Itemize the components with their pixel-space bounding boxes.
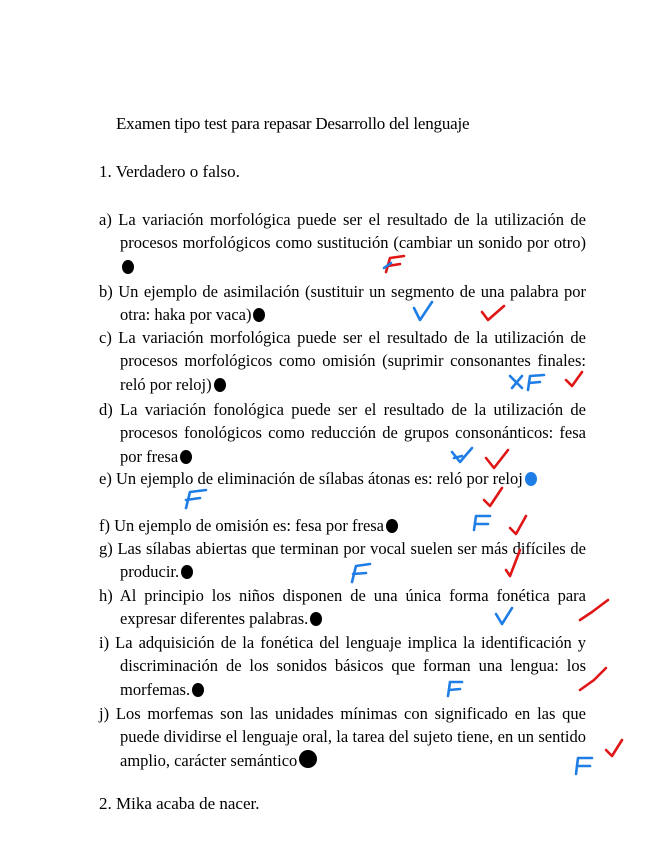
- question-d: [99, 398, 586, 468]
- answer-dot-icon: [122, 260, 134, 274]
- question-i: [99, 631, 586, 701]
- question-f: [99, 514, 586, 537]
- question-label: a): [99, 210, 112, 229]
- answer-dot-icon: [525, 472, 537, 486]
- answer-dot-icon: [192, 683, 204, 697]
- question-label: d): [99, 400, 113, 419]
- answer-dot-icon: [214, 378, 226, 392]
- question-text: Las sílabas abiertas que terminan por vocal suelen ser más difíciles de producir.: [117, 539, 586, 582]
- question-text: La adquisición de la fonética del lenguaje implica la identificación y discriminación de los sonidos básicos que forman una lengua: los morfemas.: [115, 633, 586, 699]
- question-h: [99, 584, 586, 631]
- question-text: La variación morfológica puede ser el resultado de la utilización de procesos morfológicos como sustitución (cambiar un sonido por otro): [118, 210, 587, 253]
- answer-dot-icon: [181, 565, 193, 579]
- question-text: La variación morfológica puede ser el resultado de la utilización de procesos morfológicos como omisión (suprimir consonantes finales: reló por reloj): [118, 328, 587, 394]
- question-label: b): [99, 282, 113, 301]
- answer-dot-icon: [386, 519, 398, 533]
- question-label: g): [99, 539, 113, 558]
- question-g: [99, 537, 586, 584]
- question-b: [99, 280, 586, 327]
- question-text: Un ejemplo de asimilación (sustituir un segmento de una palabra por otra: haka por vaca): [118, 282, 586, 325]
- question-label: j): [99, 704, 110, 723]
- question-label: f): [99, 516, 110, 535]
- question-text: La variación fonológica puede ser el resultado de la utilización de procesos fonológicos como reducción de grupos consonánticos: fesa por fresa: [120, 400, 586, 466]
- answer-dot-icon: [299, 750, 317, 768]
- answer-dot-icon: [180, 450, 192, 464]
- question-label: i): [99, 633, 110, 652]
- question-text: Al principio los niños disponen de una única forma fonética para expresar diferentes palabras.: [119, 586, 586, 629]
- question-text: Un ejemplo de eliminación de sílabas átonas es: reló por reloj: [115, 469, 523, 488]
- answer-letter-f-blue: [186, 490, 206, 508]
- question-a: [99, 208, 586, 278]
- check-mark-icon: [484, 488, 502, 506]
- question-e: [99, 467, 586, 490]
- answer-dot-icon: [253, 308, 265, 322]
- question-label: e): [99, 469, 112, 488]
- question-c: [99, 326, 586, 396]
- question-label: h): [99, 586, 113, 605]
- section-1-heading: 1. Verdadero o falso.: [99, 162, 240, 181]
- question-j: [99, 702, 586, 772]
- section-2-heading: 2. Mika acaba de nacer.: [99, 794, 260, 813]
- question-text: Los morfemas son las unidades mínimas con significado en las que puede dividirse el lenguaje oral, la tarea del sujeto tiene, en un sentido amplio, carácter semántico: [115, 704, 586, 770]
- document-title: Examen tipo test para repasar Desarrollo del lenguaje: [116, 114, 470, 133]
- answer-dot-icon: [310, 612, 322, 626]
- check-mark-icon: [606, 740, 622, 756]
- question-label: c): [99, 328, 112, 347]
- question-text: Un ejemplo de omisión es: fesa por fresa: [114, 516, 385, 535]
